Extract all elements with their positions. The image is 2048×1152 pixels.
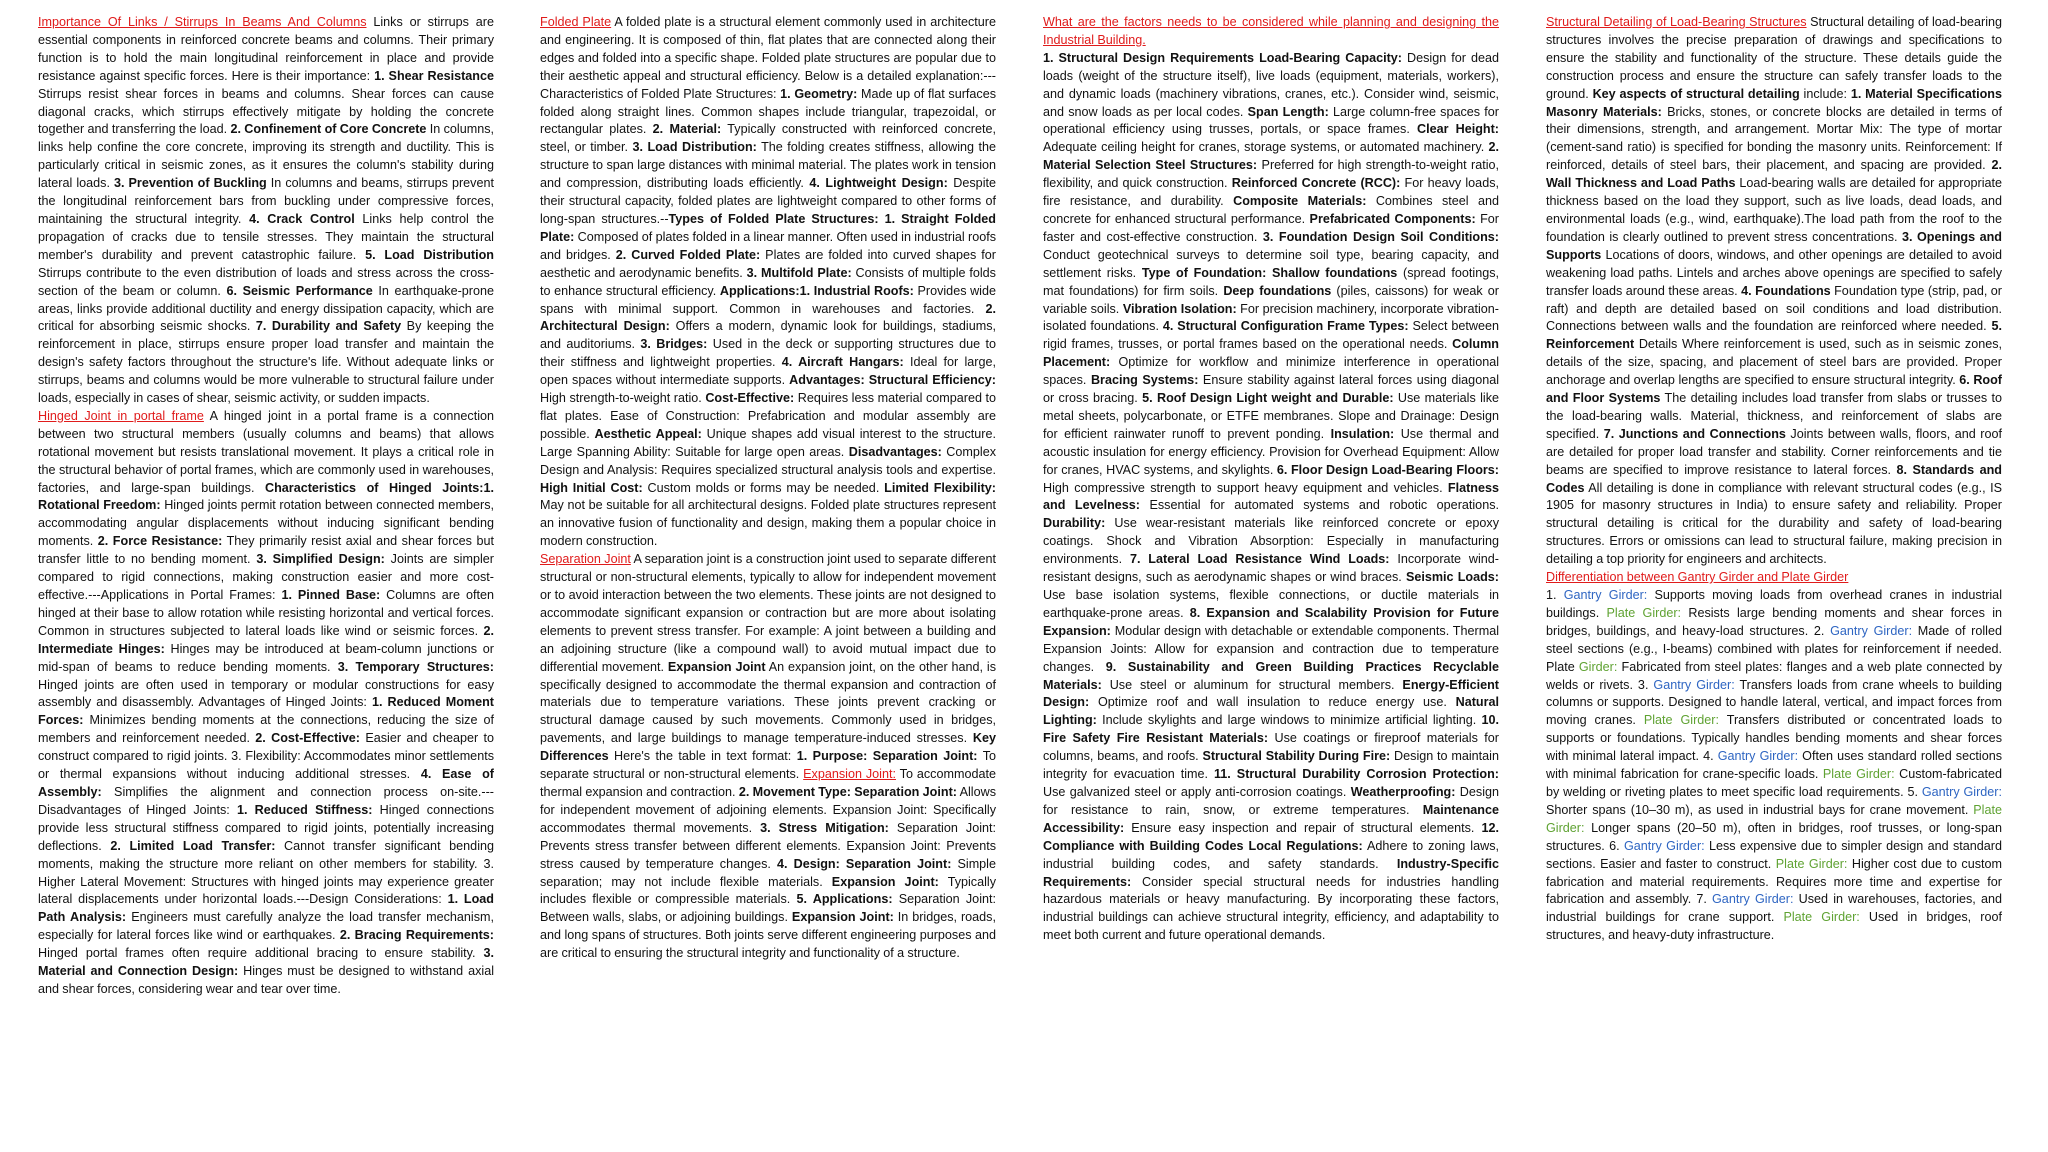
bold-term: 3. Load Distribution:: [632, 140, 757, 155]
section-paragraph: [540, 14, 996, 551]
bold-term: 1. Purpose: Separation Joint:: [796, 749, 978, 764]
body-text: Stirrups contribute to the even distribution of loads and stress across the cross-section of the beam or column.: [38, 265, 494, 298]
column-4: [1546, 14, 2002, 945]
highlighted-term: Expansion Joint:: [803, 767, 896, 782]
bold-term: Clear Height:: [1416, 122, 1499, 137]
bold-term: Energy-Efficient Design:: [1043, 677, 1499, 710]
body-text: Design to maintain integrity for evacuation time.: [1043, 749, 1499, 782]
body-text: For precision machinery, incorporate vibration-isolated foundations.: [1043, 301, 1499, 334]
bold-term: Aesthetic Appeal:: [594, 426, 702, 441]
body-text: Unique shapes add visual interest to the structure. Large Spanning Ability: Suitable for large open areas.: [540, 426, 997, 459]
body-text: Used in bridges, roof structures, and heavy-duty infrastructure.: [1546, 910, 2002, 943]
bold-term: Limited Flexibility:: [884, 480, 996, 495]
body-text: Typically constructed with reinforced concrete, steel, or timber.: [540, 122, 997, 155]
bold-term: 2. Architectural Design:: [540, 301, 996, 334]
body-text: Fabricated from steel plates: flanges and a web plate connected by welds or rivets. 3.: [1546, 659, 2002, 692]
body-text: Bricks, stones, or concrete blocks are detailed in terms of their dimensions, strength, and arrangement. Mortar Mix: The type of mortar (cement-sand ratio) is specified for bonding the masonry units. Reinforcement: If reinforced, details of steel bars, their placement, and spacing are provided.: [1546, 104, 2002, 173]
column-2: [540, 14, 996, 963]
body-text: Shorter spans (10–30 m), as used in industrial bays for crane movement.: [1546, 802, 1974, 817]
bold-term: 5. Roof Design Light weight and Durable:: [1142, 391, 1394, 406]
body-text: Hinged portal frames often require additional bracing to ensure stability.: [38, 946, 484, 961]
body-text: Complex Design and Analysis: Requires specialized structural analysis tools and expertise.: [540, 444, 996, 477]
body-text: Foundation type (strip, pad, or raft) and depth are detailed based on soil conditions and load distribution. Connections between walls and the foundation are reinforced where needed.: [1546, 283, 2002, 334]
body-text: Minimizes bending moments at the connections, reducing the size of members and reinforcement needed.: [38, 713, 494, 746]
body-text: Higher cost due to custom fabrication and material requirements. Requires more time and expertise for fabrication and assembly. 7.: [1546, 856, 2002, 907]
body-text: Joints are simpler compared to rigid connections, making construction easier and more cost-effective.---Applications in Portal Frames:: [38, 552, 494, 602]
body-text: Typically includes flexible or compressible materials.: [540, 874, 996, 907]
bold-term: High Initial Cost:: [540, 480, 643, 495]
bold-term: Natural Lighting:: [1043, 695, 1499, 728]
body-text: Incorporate wind-resistant designs, such as aerodynamic shapes or wind braces.: [1043, 552, 1500, 585]
section-heading: Hinged Joint in portal frame: [38, 408, 204, 423]
body-text: Simplifies the alignment and connection process on-site.---Disadvantages of Hinged Joints:: [38, 784, 494, 817]
bold-term: Types of Folded Plate Structures: 1. Straight Folded Plate:: [540, 211, 996, 244]
body-text: Cannot transfer significant bending moments, making the structure more reliant on other members for stability. 3. Higher Lateral Movement: Structures with hinged joints may experience greater lateral displacements under horizontal loads.---Design Considerations:: [38, 838, 494, 907]
body-text: Use steel or aluminum for structural members.: [1101, 677, 1403, 692]
body-text: Often uses standard rolled sections with minimal fabrication for crane-specific loads.: [1546, 749, 2002, 782]
section-heading: Importance Of Links / Stirrups In Beams And Columns: [38, 15, 367, 29]
body-text: (piles, caissons) for weak or variable soils.: [1043, 283, 1499, 316]
body-text: All detailing is done in compliance with relevant structural codes (e.g., IS 1905 for masonry structures in India) to ensure safety and reliability. Proper structural detailing is critical for the durability and safety of load-bearing structures. Errors or omissions can lead to structural failure, making precision in detailing a top priority for engineers and architects.: [1546, 480, 2002, 567]
body-text: Made of rolled steel sections (e.g., I-beams) combined with plates for reinforcement if needed. Plate: [1546, 623, 2002, 674]
body-text: In columns, links help confine the core concrete, improving its strength and ductility. This is particularly critical in seismic zones, as it ensures the column's stability during lateral loads.: [38, 122, 494, 191]
bold-term: Span Length:: [1247, 104, 1329, 119]
bold-term: 3. Simplified Design:: [256, 552, 385, 567]
plate-label: Plate Girder:: [1775, 856, 1848, 871]
bold-term: Flatness and Levelness:: [1043, 480, 1499, 513]
section-paragraph: [540, 551, 996, 963]
body-text: Plates are folded into curved shapes for aesthetic and aerodynamic benefits.: [540, 247, 996, 280]
bold-term: 5. Reinforcement: [1546, 319, 2002, 352]
body-text: High compressive strength to support heavy equipment and vehicles.: [1043, 480, 1448, 495]
bold-term: 3. Openings and Supports: [1546, 229, 2002, 262]
body-text: Locations of doors, windows, and other openings are detailed to avoid weakening load paths. Lintels and arches above openings are specified to safely transfer loads around these areas.: [1546, 247, 2002, 298]
bold-term: 2. Material Selection Steel Structures:: [1043, 140, 1499, 173]
bold-term: 2. Bracing Requirements:: [339, 928, 494, 943]
bold-term: Advantages: Structural Efficiency:: [789, 373, 996, 388]
section-heading: What are the factors needs to be considered while planning and designing the Industrial Building.: [1043, 15, 1499, 47]
bold-term: 10. Fire Safety Fire Resistant Materials:: [1043, 713, 1499, 746]
body-text: Use base isolation systems, flexible connections, or ductile materials in earthquake-prone areas.: [1043, 588, 1499, 620]
body-text: A folded plate is a structural element commonly used in architecture and engineering. It is composed of thin, flat plates that are connected along their edges and folded into a specific shape. Folded plate structures are popular due to their aesthetic appeal and structural efficiency. Below is a detailed explanation:---Characteristics of Folded Plate Structures:: [540, 15, 997, 101]
body-text: Links or stirrups are essential components in reinforced concrete beams and columns. Their primary function is to hold the main longitudinal reinforcement in place and provide resistance against specific forces. Here is their importance:: [38, 15, 494, 83]
body-text: Use coatings or fireproof materials for columns, beams, and roofs.: [1043, 731, 1499, 764]
bold-term: 4. Foundations: [1741, 283, 1831, 298]
section-paragraph: [38, 408, 494, 999]
bold-term: 1. Pinned Base:: [281, 588, 381, 602]
bold-term: Cost-Effective:: [705, 391, 795, 406]
body-text: Adhere to zoning laws, industrial building codes, and safety standards.: [1043, 838, 1499, 871]
bold-term: Composite Materials:: [1233, 194, 1367, 209]
bold-term: 4. Structural Configuration Frame Types:: [1162, 319, 1409, 334]
body-text: Use materials like metal sheets, polycarbonate, or ETFE membranes. Slope and Drainage: Design for efficient rainwater runoff to prevent ponding.: [1043, 391, 1499, 441]
bold-term: 3. Foundation Design Soil Conditions:: [1262, 229, 1499, 244]
body-text: Here's the table in text format:: [608, 749, 797, 764]
bold-term: 8. Standards and Codes: [1546, 462, 2002, 495]
bold-term: 5. Applications:: [796, 892, 893, 907]
body-text: Less expensive due to simpler design and standard sections. Easier and faster to construct.: [1546, 838, 2002, 871]
bold-term: Expansion Joint: [667, 659, 766, 674]
bold-term: 6. Seismic Performance: [226, 283, 373, 298]
section-heading: Structural Detailing of Load-Bearing Structures: [1546, 15, 1807, 29]
bold-term: 3. Multifold Plate:: [746, 265, 852, 280]
bold-term: 7. Durability and Safety: [255, 319, 402, 334]
gantry-label: Gantry Girder:: [1624, 838, 1705, 853]
bold-term: 2. Confinement of Core Concrete: [230, 122, 427, 137]
body-text: 1.: [1546, 588, 1564, 602]
body-text: Modular design with detachable or extendable components. Thermal Expansion Joints: Allow for expansion and contraction due to temperature changes.: [1043, 623, 1499, 674]
bold-term: 2. Intermediate Hinges:: [38, 623, 494, 656]
body-text: They primarily resist axial and shear forces but transfer little to no bending moment.: [38, 534, 494, 567]
column-3: [1043, 14, 1499, 945]
gantry-label: Gantry Girder:: [1830, 623, 1913, 638]
body-text: Offers a modern, dynamic look for buildings, stadiums, and auditoriums.: [540, 319, 996, 352]
body-text: Consider special structural needs for industries handling hazardous materials or heavy manufacturing. By incorporating these factors, industrial buildings can achieve structural integrity, efficiency, and adaptability to meet both current and future operational demands.: [1043, 874, 1499, 943]
body-text: For faster and cost-effective construction.: [1043, 211, 1499, 244]
body-text: Easier and cheaper to construct compared to rigid joints. 3. Flexibility: Accommodates minor settlements or thermal expansions without inducing additional stresses.: [38, 731, 495, 782]
body-text: Simple separation; may not include flexible materials.: [540, 856, 996, 889]
body-text: include:: [1799, 86, 1851, 101]
bold-term: 8. Expansion and Scalability Provision for Future Expansion:: [1043, 605, 1499, 638]
gantry-label: Gantry Girder:: [1717, 749, 1799, 764]
plate-label: Plate Girder:: [1546, 802, 2002, 835]
body-text: Structural detailing of load-bearing structures involves the precise preparation of drawings and specifications to ensure the stability and functionality of the structure. These details guide the construction process and ensure the structure can safely transfer loads to the ground.: [1546, 15, 2002, 101]
bold-term: 11. Structural Durability Corrosion Protection:: [1213, 767, 1499, 782]
body-text: Hinged joints permit rotation between connected members, accommodating angular displacements without inducing significant bending moments.: [38, 498, 494, 549]
body-text: Essential for automated systems and robotic operations.: [1139, 498, 1499, 513]
body-text: Preferred for high strength-to-weight ratio, flexibility, and quick construction.: [1043, 158, 1500, 191]
body-text: Transfers loads from crane wheels to building columns or supports. Designed to handle lateral, vertical, and impact forces from moving cranes.: [1546, 677, 2002, 728]
bold-term: Structural Stability During Fire:: [1202, 749, 1391, 764]
bold-term: Applications:1. Industrial Roofs:: [719, 283, 914, 298]
bold-term: Vibration Isolation:: [1122, 301, 1237, 316]
body-text: Requires less material compared to flat plates. Ease of Construction: Prefabrication and modular assembly are possible.: [540, 391, 996, 441]
bold-term: 2. Movement Type: Separation Joint:: [738, 784, 957, 799]
bold-term: 1. Reduced Stiffness:: [236, 802, 373, 817]
body-text: For heavy loads, fire resistance, and durability.: [1043, 176, 1499, 209]
bold-term: 4. Design: Separation Joint:: [777, 856, 952, 871]
bold-term: 1. Material Specifications Masonry Materials:: [1546, 86, 2002, 119]
body-text: Include skylights and large windows to minimize artificial lighting.: [1096, 713, 1482, 728]
bold-term: Bracing Systems:: [1090, 373, 1199, 388]
body-text: Consists of multiple folds to enhance structural efficiency.: [540, 265, 996, 298]
body-text: Hinges may be introduced at beam-column junctions or mid-span of beams to reduce bending moments.: [38, 641, 494, 674]
body-text: Select between rigid frames, trusses, or portal frames based on the operational needs.: [1043, 319, 1499, 352]
bold-term: 3. Stress Mitigation:: [760, 820, 889, 835]
body-text: Adequate ceiling height for cranes, storage systems, or automated machinery.: [1043, 140, 1489, 155]
body-text: Optimize roof and wall insulation to reduce energy use.: [1089, 695, 1456, 710]
bold-term: 2. Curved Folded Plate:: [615, 247, 761, 262]
bold-term: Seismic Loads:: [1405, 570, 1499, 585]
body-text: Columns are often hinged at their base to allow rotation while resisting horizontal and vertical forces. Common in structures subjected to lateral loads like wind or seismic forces.: [38, 588, 494, 638]
body-text: Resists large bending moments and shear forces in bridges, buildings, and heavy-load structures. 2.: [1546, 605, 2003, 638]
section-paragraph: [1043, 14, 1499, 945]
gantry-label: Gantry Girder:: [1563, 588, 1648, 602]
body-text: Engineers must carefully analyze the load transfer mechanism, especially for lateral forces like wind or earthquakes.: [38, 910, 495, 943]
body-text: Provides wide spans with minimal support. Common in warehouses and factories.: [540, 283, 996, 316]
bold-term: Maintenance Accessibility:: [1043, 802, 1499, 835]
body-text: A hinged joint in a portal frame is a connection between two structural members (usually columns and beams) that allows rotational movement but resists translational movement. It plays a critical role in the structural behavior of portal frames, which are commonly used in warehouses, factories, and large-span buildings.: [38, 408, 495, 495]
body-text: Used in warehouses, factories, and industrial buildings for crane support.: [1546, 892, 2002, 925]
bold-term: 1. Shear Resistance: [374, 68, 495, 83]
bold-term: 9. Sustainability and Green Building Practices Recyclable Materials:: [1043, 659, 1499, 692]
body-text: Transfers distributed or concentrated loads to supports or foundations. Typically handles bending moments and shear forces with minimal lateral impact. 4.: [1546, 713, 2002, 764]
bold-term: Deep foundations: [1223, 283, 1332, 298]
body-text: Design for resistance to rain, snow, or extreme temperatures.: [1043, 784, 1499, 817]
bold-term: Characteristics of Hinged Joints:1. Rotational Freedom:: [38, 480, 494, 513]
body-text: Combines steel and concrete for enhanced structural performance.: [1043, 194, 1499, 226]
bold-term: 7. Junctions and Connections: [1603, 426, 1786, 441]
body-text: Joints between walls, floors, and roof are detailed for proper load transfer and stability. Corner reinforcements and tie beams are specified to improve resistance to lateral forces.: [1546, 426, 2002, 477]
bold-term: 1. Reduced Moment Forces:: [38, 695, 494, 728]
body-text: An expansion joint, on the other hand, is specifically designed to accommodate the thermal expansion and contraction of materials due to temperature variations. These joints prevent cracking or structural damage caused by such movements. Commonly used in bridges, pavements, and large buildings to manage temperature-induced stresses.: [540, 659, 996, 746]
bold-term: Insulation:: [1330, 426, 1395, 441]
gantry-label: Gantry Girder:: [1712, 892, 1794, 907]
body-text: Details Where reinforcement is used, such as in seismic zones, details of the size, spacing, and placement of steel bars are provided. Proper anchorage and overlap lengths are specified to ensure structural integrity.: [1546, 337, 2002, 388]
body-text: Composed of plates folded in a linear manner. Often used in industrial roofs and bridges.: [540, 229, 996, 262]
body-text: To accommodate thermal expansion and contraction.: [540, 767, 996, 799]
bold-term: 2. Wall Thickness and Load Paths: [1546, 158, 2002, 191]
body-text: In bridges, roads, and long spans of structures. Both joints serve different engineering purposes and are critical to ensuring the structural integrity and functionality of a structure.: [540, 910, 996, 961]
bold-term: Disadvantages:: [848, 444, 942, 459]
plate-label: Plate Girder:: [1783, 910, 1860, 925]
bold-term: Expansion Joint:: [831, 874, 939, 889]
plate-label: Plate Girder:: [1822, 767, 1895, 782]
body-text: Design for dead loads (weight of the structure itself), live loads (equipment, materials, workers), and dynamic loads (machinery vibrations, cranes, etc.). Consider wind, seismic, and snow loads as per local codes.: [1043, 50, 1499, 119]
body-text: Separation Joint: Between walls, slabs, or adjoining buildings.: [540, 892, 996, 925]
section-heading: Separation Joint: [540, 552, 631, 567]
bold-term: 1. Structural Design Requirements Load-Bearing Capacity:: [1043, 50, 1402, 65]
body-text: Allows for independent movement of adjoining elements. Expansion Joint: Specifically accommodates thermal movements.: [540, 784, 996, 835]
body-text: Supports moving loads from overhead cranes in industrial buildings.: [1546, 588, 2002, 620]
body-text: Stirrups resist shear forces in beams and columns. Shear forces can cause diagonal cracks, which stirrups effectively mitigate by holding the concrete together and transferring the load.: [38, 86, 494, 137]
bold-term: 2. Material:: [652, 122, 722, 137]
bold-term: Prefabricated Components:: [1309, 211, 1476, 226]
body-text: A separation joint is a construction joint used to separate different structural or non-structural elements, typically to allow for independent movement or to avoid interaction between the two elements. These joints are not designed to accommodate significant expansion or contraction but are more about isolating elements to prevent stress transfer. For example: A joint between a building and an adjoining structure (like a compound wall) to avoid mutual impact due to differential movement.: [540, 552, 996, 674]
bold-term: 4. Ease of Assembly:: [38, 767, 494, 799]
bold-term: 4. Crack Control: [249, 211, 355, 226]
gantry-label: Gantry Girder:: [1653, 677, 1735, 692]
body-text: Hinges must be designed to withstand axial and shear forces, considering wear and tear over time.: [38, 964, 494, 996]
bold-term: 3. Temporary Structures:: [337, 659, 495, 674]
bold-term: Industry-Specific Requirements:: [1043, 856, 1499, 889]
gantry-label: Gantry Girder:: [1921, 784, 2002, 799]
body-text: The detailing includes load transfer from slabs or trusses to the load-bearing walls. Material, thickness, and reinforcement of slabs are specified.: [1546, 391, 2002, 441]
body-text: Use galvanized steel or apply anti-corrosion coatings.: [1043, 784, 1351, 799]
section-paragraph: [38, 14, 494, 408]
bold-term: 5. Load Distribution: [365, 247, 494, 262]
body-text: To separate structural or non-structural elements.: [540, 749, 997, 782]
body-text: (spread footings, mat foundations) for firm soils.: [1043, 265, 1500, 298]
body-text: Optimize for workflow and minimize interference in operational spaces.: [1043, 355, 1499, 388]
bold-term: Reinforced Concrete (RCC):: [1231, 176, 1401, 191]
body-text: Custom molds or forms may be needed.: [642, 480, 885, 495]
body-text: Hinged connections provide less structural stiffness compared to rigid joints, potentially increasing deflections.: [38, 802, 495, 853]
bold-term: Type of Foundation: Shallow foundations: [1141, 265, 1398, 280]
section-heading: Differentiation between Gantry Girder and Plate Girder: [1546, 570, 1849, 585]
bold-term: 6. Roof and Floor Systems: [1546, 373, 2002, 406]
body-text: In earthquake-prone areas, links provide additional ductility and energy dissipation capacity, which are critical for absorbing seismic shocks.: [38, 283, 494, 334]
body-text: May not be suitable for all architectural designs. Folded plate structures represent an innovative fusion of functionality and design, making them a popular choice in modern construction.: [540, 498, 996, 549]
bold-term: 2. Cost-Effective:: [255, 731, 360, 746]
bold-term: 2. Limited Load Transfer:: [110, 838, 276, 853]
bold-term: Weatherproofing:: [1350, 784, 1456, 799]
body-text: Custom-fabricated by welding or riveting plates to meet specific load requirements. 5.: [1546, 767, 2002, 799]
body-text: Use thermal and acoustic insulation for energy efficiency. Provision for Overhead Equipment: Allow for cranes, HVAC systems, and skylights.: [1043, 426, 1499, 477]
body-text: Ideal for large, open spaces without intermediate supports.: [540, 355, 997, 388]
body-text: High strength-to-weight ratio.: [540, 391, 706, 406]
bold-term: 4. Aircraft Hangars:: [781, 355, 904, 370]
body-text: Ensure easy inspection and repair of structural elements.: [1124, 820, 1482, 835]
body-text: Load-bearing walls are detailed for appropriate thickness based on the load they support, such as live loads, dead loads, and environmental loads (e.g., wind, earthquake).The load path from the roof to the foundation is clearly outlined to prevent stress concentrations.: [1546, 176, 2003, 244]
bold-term: 1. Geometry:: [780, 86, 858, 101]
bold-term: 12. Compliance with Building Codes Local Regulations:: [1043, 820, 1499, 853]
section-heading: Folded Plate: [540, 15, 612, 29]
bold-term: Column Placement:: [1043, 337, 1499, 370]
body-text: Despite their structural capacity, folded plates are lightweight compared to other forms of long-span structures.--: [540, 176, 996, 226]
bold-term: Key Differences: [540, 731, 996, 764]
bold-term: 1. Load Path Analysis:: [38, 892, 494, 925]
body-text: Large column-free spaces for operational efficiency using trusses, portals, or space frames.: [1043, 104, 1499, 137]
body-text: Ensure stability against lateral forces using diagonal or cross bracing.: [1043, 373, 1500, 406]
body-text: Conduct geotechnical surveys to determine soil type, bearing capacity, and settlement risks.: [1043, 247, 1499, 280]
section-paragraph: [1546, 569, 2002, 945]
body-text: Hinged joints are often used in temporary or modular constructions for easy assembly and disassembly. Advantages of Hinged Joints:: [38, 677, 494, 710]
bold-term: 3. Material and Connection Design:: [38, 946, 494, 979]
body-text: In columns and beams, stirrups prevent the longitudinal reinforcement bars from buckling under compressive forces, maintaining the structural integrity.: [38, 176, 494, 226]
body-text: By keeping the reinforcement in place, stirrups ensure proper load transfer and maintain the design's safety factors throughout the structure's life. Without adequate links or stirrups, beams and columns would be more vulnerable to structural failure under loads, especially in cases of shear, seismic activity, or sudden impacts.: [38, 319, 494, 406]
body-text: Use wear-resistant materials like reinforced concrete or epoxy coatings. Shock and Vibration Absorption: Especially in manufacturing environments.: [1043, 516, 1499, 567]
bold-term: 7. Lateral Load Resistance Wind Loads:: [1129, 552, 1390, 567]
bold-term: Key aspects of structural detailing: [1592, 86, 1800, 101]
body-text: The folding creates stiffness, allowing the structure to span large distances with minimal material. The plates work in tension and compression, distributing loads efficiently.: [540, 140, 996, 191]
section-paragraph: [1546, 14, 2002, 569]
body-text: Made up of flat surfaces folded along straight lines. Common shapes include triangular, trapezoidal, or rectangular plates.: [540, 86, 996, 137]
bold-term: Expansion Joint:: [791, 910, 894, 925]
bold-term: 6. Floor Design Load-Bearing Floors:: [1276, 462, 1499, 477]
plate-label: Girder:: [1578, 659, 1618, 674]
column-1: [38, 14, 494, 999]
bold-term: 3. Bridges:: [640, 337, 708, 352]
body-text: Longer spans (20–50 m), often in bridges, roof trusses, or long-span structures. 6.: [1546, 820, 2002, 853]
body-text: Separation Joint: Prevents stress transfer between different elements. Expansion Joint: Prevents stress caused by temperature changes.: [540, 820, 996, 871]
bold-term: 2. Force Resistance:: [97, 534, 223, 549]
bold-term: 4. Lightweight Design:: [809, 176, 948, 191]
plate-label: Plate Girder:: [1606, 605, 1682, 620]
body-text: Links help control the propagation of cracks due to tensile stresses. They maintain the structural member's durability and prevent catastrophic failure.: [38, 211, 494, 262]
bold-term: 3. Prevention of Buckling: [113, 176, 267, 191]
bold-term: Durability:: [1043, 516, 1106, 531]
body-text: Used in the deck or supporting structures due to their stiffness and lightweight properties.: [540, 337, 996, 370]
plate-label: Plate Girder:: [1643, 713, 1719, 728]
